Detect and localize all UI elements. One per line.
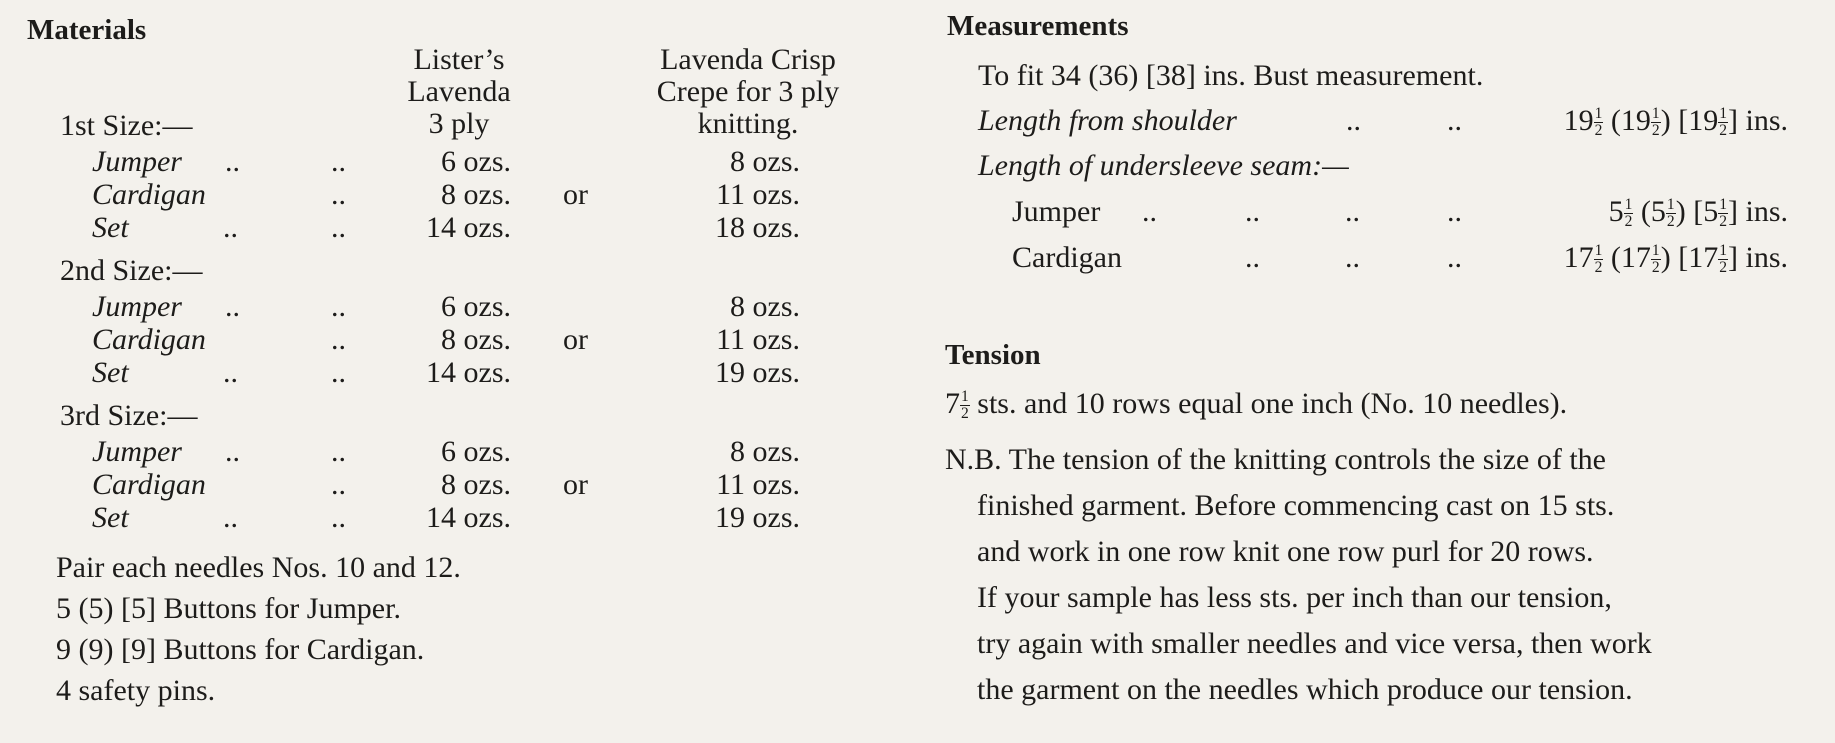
garment-label: Cardigan [92, 468, 206, 501]
size-label: 2nd Size:— [60, 254, 203, 287]
dot-leader: .. [331, 501, 346, 534]
measurements-heading: Measurements [947, 10, 1129, 42]
undersleeve-cardigan-value: 17 $\frac{1}{2}$ (17 $\frac{1}{2}$ ) [17 $\frac{1}{2}$ ] ins. [1563, 241, 1788, 276]
or-label: or [563, 323, 588, 356]
lister-quantity: 8 ozs. [441, 323, 511, 356]
crisp-crepe-quantity: 8 ozs. [730, 435, 800, 468]
col1-header-line: Lister’s [413, 43, 505, 76]
undersleeve-jumper-label: Jumper [1012, 195, 1101, 228]
materials-extra-line: 5 (5) [5] Buttons for Jumper. [56, 592, 401, 625]
lister-quantity: 6 ozs. [441, 435, 511, 468]
crisp-crepe-quantity: 8 ozs. [730, 290, 800, 323]
garment-label: Jumper [92, 435, 182, 468]
half-fraction: $\frac{1}{2}$ [1719, 241, 1727, 276]
dot-leader: .. [331, 178, 346, 211]
dot-leader: .. [1345, 195, 1360, 228]
lister-quantity: 6 ozs. [441, 145, 511, 178]
half-fraction: $\frac{1}{2}$ [1651, 241, 1660, 276]
dot-leader: .. [1447, 195, 1462, 228]
lister-lavenda-header [407, 44, 510, 140]
half-fraction: $\frac{1}{2}$ [1624, 195, 1633, 230]
size-label: 3rd Size:— [60, 399, 198, 432]
half-fraction: $\frac{1}{2}$ [1651, 104, 1660, 139]
nb-paragraph-line: and work in one row knit one row purl for 20 rows. [977, 535, 1594, 568]
crisp-crepe-quantity: 11 ozs. [716, 468, 800, 501]
lister-quantity: 14 ozs. [426, 501, 511, 534]
size-label: 1st Size:— [60, 109, 193, 142]
dot-leader: .. [331, 435, 346, 468]
materials-heading: Materials [27, 14, 147, 46]
nb-paragraph-line: If your sample has less sts. per inch than our tension, [977, 581, 1612, 614]
col2-header-line: Crepe for 3 ply [656, 75, 840, 108]
crisp-crepe-quantity: 18 ozs. [715, 211, 800, 244]
length-from-shoulder-label: Length from shoulder [978, 104, 1237, 137]
col2-header-line: Lavenda Crisp [660, 43, 836, 76]
dot-leader: .. [331, 290, 346, 323]
half-fraction: $\frac{1}{2}$ [1666, 195, 1675, 230]
crisp-crepe-quantity: 19 ozs. [715, 356, 800, 389]
dot-leader: .. [331, 145, 346, 178]
dot-leader: .. [331, 211, 346, 244]
col1-header-line: 3 ply [428, 107, 490, 140]
dot-leader: .. [223, 356, 238, 389]
lister-quantity: 8 ozs. [441, 178, 511, 211]
col2-header-line: knitting. [697, 107, 799, 140]
undersleeve-cardigan-label: Cardigan [1012, 241, 1122, 274]
dot-leader: .. [1346, 104, 1361, 137]
crisp-crepe-quantity: 11 ozs. [716, 178, 800, 211]
crisp-crepe-quantity: 11 ozs. [716, 323, 800, 356]
nb-paragraph-line: the garment on the needles which produce our tension. [977, 673, 1633, 706]
materials-extra-line: Pair each needles Nos. 10 and 12. [56, 551, 461, 584]
dot-leader: .. [1447, 241, 1462, 274]
dot-leader: .. [1345, 241, 1360, 274]
dot-leader: .. [225, 435, 240, 468]
dot-leader: .. [331, 356, 346, 389]
bust-fit-line: To fit 34 (36) [38] ins. Bust measurement. [978, 59, 1484, 92]
half-fraction: $\frac{1}{2}$ [1594, 241, 1603, 276]
lavenda-crisp-header [657, 44, 839, 140]
crisp-crepe-quantity: 19 ozs. [715, 501, 800, 534]
length-from-shoulder-value: 19 $\frac{1}{2}$ (19 $\frac{1}{2}$ ) [19 $\frac{1}{2}$ ] ins. [1563, 104, 1788, 139]
half-fraction: $\frac{1}{2}$ [1719, 195, 1727, 230]
col1-header-line: Lavenda [407, 75, 511, 108]
lister-quantity: 14 ozs. [426, 356, 511, 389]
garment-label: Set [92, 501, 129, 534]
lister-quantity: 14 ozs. [426, 211, 511, 244]
garment-label: Set [92, 211, 129, 244]
dot-leader: .. [1245, 241, 1260, 274]
dot-leader: .. [223, 501, 238, 534]
undersleeve-jumper-value: 5 $\frac{1}{2}$ (5 $\frac{1}{2}$ ) [5 $\frac{1}{2}$ ] ins. [1608, 195, 1788, 230]
dot-leader: .. [225, 145, 240, 178]
lister-quantity: 8 ozs. [441, 468, 511, 501]
garment-label: Jumper [92, 145, 182, 178]
materials-extra-line: 4 safety pins. [56, 674, 216, 707]
dot-leader: .. [331, 323, 346, 356]
half-fraction: $\frac{1}{2}$ [1594, 104, 1603, 139]
garment-label: Cardigan [92, 178, 206, 211]
garment-label: Cardigan [92, 323, 206, 356]
tension-gauge-line: 7 $\frac{1}{2}$ sts. and 10 rows equal one inch (No. 10 needles). [945, 387, 1568, 422]
dot-leader: .. [331, 468, 346, 501]
dot-leader: .. [1142, 195, 1157, 228]
or-label: or [563, 468, 588, 501]
garment-label: Set [92, 356, 129, 389]
materials-extra-line: 9 (9) [9] Buttons for Cardigan. [56, 633, 425, 666]
dot-leader: .. [1447, 104, 1462, 137]
nb-paragraph-line: finished garment. Before commencing cast on 15 sts. [977, 489, 1615, 522]
lister-quantity: 6 ozs. [441, 290, 511, 323]
undersleeve-seam-label: Length of undersleeve seam:— [978, 149, 1349, 182]
nb-paragraph-line: try again with smaller needles and vice versa, then work [977, 627, 1652, 660]
or-label: or [563, 178, 588, 211]
garment-label: Jumper [92, 290, 182, 323]
dot-leader: .. [223, 211, 238, 244]
half-fraction: $\frac{1}{2}$ [961, 387, 969, 422]
dot-leader: .. [225, 290, 240, 323]
crisp-crepe-quantity: 8 ozs. [730, 145, 800, 178]
tension-heading: Tension [945, 339, 1041, 371]
dot-leader: .. [1245, 195, 1260, 228]
nb-paragraph-line: N.B. The tension of the knitting controls the size of the [945, 443, 1606, 476]
half-fraction: $\frac{1}{2}$ [1719, 104, 1727, 139]
